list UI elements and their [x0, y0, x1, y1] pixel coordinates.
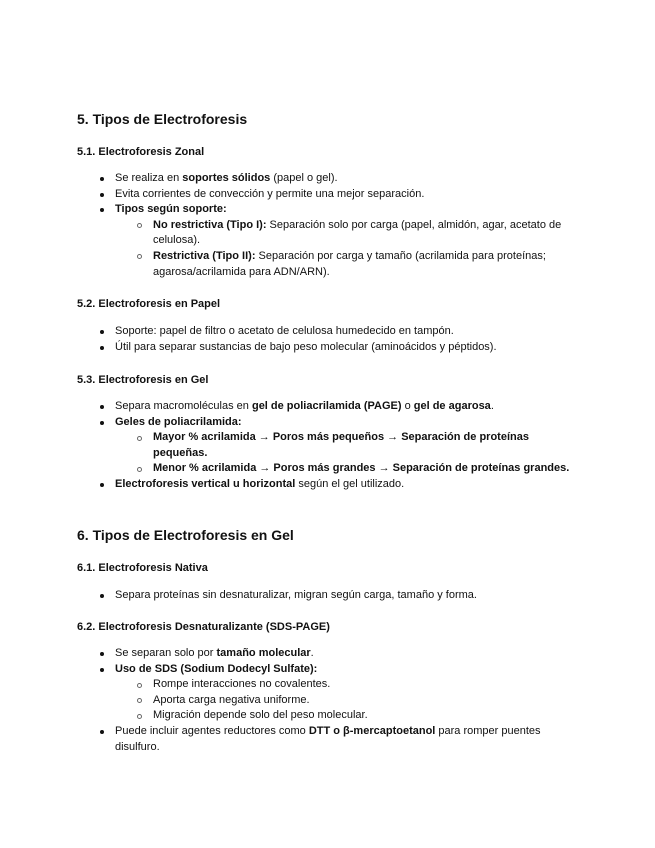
section-heading: 6. Tipos de Electroforesis en Gel — [77, 527, 294, 543]
bold-text: soportes sólidos — [182, 172, 271, 184]
sub-list-item — [77, 693, 577, 709]
subsection-heading: 5.2. Electroforesis en Papel — [77, 298, 221, 310]
text-run: Separa proteínas sin desnaturalizar, migran según carga, tamaño y forma. — [115, 589, 477, 601]
list-item — [77, 187, 577, 203]
text-run: según el gel utilizado. — [295, 477, 405, 490]
text-run: Aporta carga negativa uniforme. — [153, 693, 310, 706]
bullet-list — [77, 646, 577, 755]
bold-text: gel de agarosa — [413, 400, 491, 412]
list-item — [77, 324, 577, 340]
text-run: Separación solo por carga (papel, almidón, agar, acetato de celulosa). — [153, 218, 562, 247]
list-item — [77, 399, 577, 415]
text-run: Útil para separar sustancias de bajo peso molecular (aminoácidos y péptidos). — [115, 340, 497, 353]
sub-list-item — [77, 430, 577, 461]
bold-text: Menor % acrilamida → Poros más grandes → Separación de proteínas grandes. — [153, 462, 570, 475]
list-item — [77, 477, 577, 493]
bullet-list — [77, 588, 577, 604]
sub-list-item — [77, 677, 577, 693]
bold-text: Uso de SDS (Sodium Dodecyl Sulfate): — [115, 662, 318, 675]
bold-text: No restrictiva (Tipo I): — [153, 218, 267, 231]
text-run: Se realiza en — [115, 172, 183, 184]
list-item — [77, 202, 577, 218]
bold-text: gel de poliacrilamida (PAGE) — [251, 400, 402, 412]
text-run: para romper puentes disulfuro. — [115, 724, 541, 753]
subsection-heading: 5.3. Electroforesis en Gel — [77, 374, 209, 386]
text-run: Rompe interacciones no covalentes. — [153, 678, 331, 691]
list-item — [77, 415, 577, 431]
text-run: Migración depende solo del peso molecular. — [153, 709, 368, 722]
subsection-heading: 6.1. Electroforesis Nativa — [77, 562, 208, 574]
text-run: Soporte: papel de filtro o acetato de celulosa humedecido en tampón. — [115, 325, 454, 337]
bold-text: DTT o β-mercaptoetanol — [308, 724, 436, 737]
sub-list-item — [77, 708, 577, 724]
list-item — [77, 340, 577, 356]
text-run: Separación por carga y tamaño (acrilamida para proteínas; agarosa/acrilamida para ADN/ARN). — [153, 249, 546, 278]
text-run: . — [490, 400, 494, 412]
text-run: (papel o gel). — [270, 172, 338, 184]
text-run: Se separan solo por — [115, 647, 217, 659]
list-item — [77, 646, 577, 662]
bold-text: Mayor % acrilamida → Poros más pequeños → Separación de proteínas pequeñas. — [153, 431, 529, 459]
bold-text: Geles de poliacrilamida: — [115, 415, 242, 428]
section-heading: 5. Tipos de Electroforesis — [77, 111, 248, 127]
sub-list-item — [77, 461, 577, 477]
bullet-list — [77, 399, 577, 493]
sub-list-item — [77, 218, 577, 249]
bold-text: Tipos según soporte: — [115, 203, 227, 216]
text-run: Puede incluir agentes reductores como — [115, 724, 309, 737]
bullet-list — [77, 171, 577, 280]
bold-text: tamaño molecular — [216, 647, 311, 659]
list-item — [77, 724, 577, 755]
bold-text: Electroforesis vertical u horizontal — [115, 477, 296, 490]
text-run: . — [310, 647, 314, 659]
text-run: Evita corrientes de convección y permite una mejor separación. — [115, 187, 425, 200]
list-item — [77, 588, 577, 604]
list-item — [77, 171, 577, 187]
subsection-heading: 6.2. Electroforesis Desnaturalizante (SDS-PAGE) — [77, 621, 330, 633]
sub-list-item — [77, 249, 577, 280]
list-item — [77, 662, 577, 678]
text-run: Separa macromoléculas en — [115, 400, 252, 412]
text-run: o — [401, 400, 414, 412]
bold-text: Restrictiva (Tipo II): — [153, 249, 256, 262]
bullet-list — [77, 324, 577, 355]
subsection-heading: 5.1. Electroforesis Zonal — [77, 146, 205, 158]
